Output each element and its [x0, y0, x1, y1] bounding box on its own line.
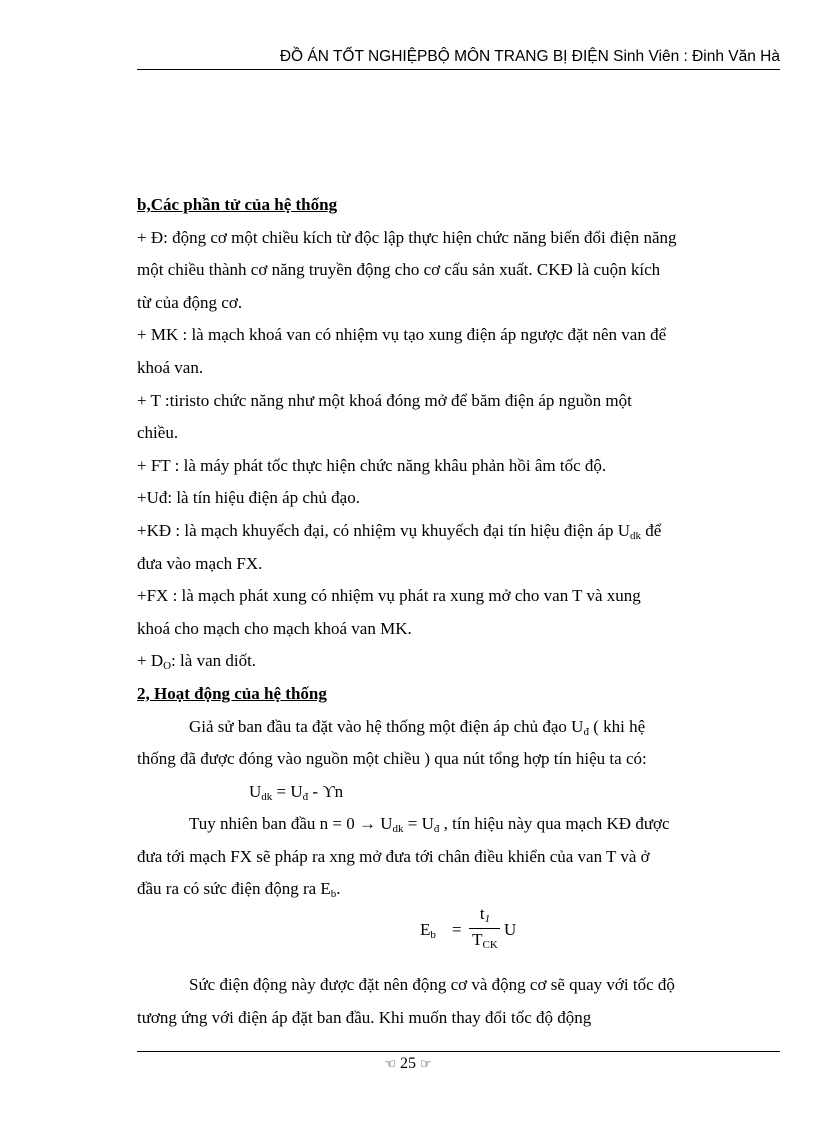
footer-rule	[137, 1051, 780, 1052]
text-line: + Đ: động cơ một chiều kích từ độc lập thực hiện chức năng biến đổi điện năng	[137, 227, 677, 247]
page-header: ĐỒ ÁN TỐT NGHIỆPBỘ MÔN TRANG BỊ ĐIỆN Sinh Viên : Đinh Văn Hà	[279, 48, 780, 65]
text-line: + MK : là mạch khoá van có nhiệm vụ tạo xung điện áp ngược đặt nên van để	[137, 325, 667, 345]
text-line: từ của động cơ.	[137, 292, 243, 312]
formula-eb	[420, 904, 550, 956]
hand-right-icon: ☞	[420, 1057, 432, 1072]
p2-line: Tuy nhiên ban đầu $n = 0 \to U_{dk} = U_đ$ , tín hiệu này qua mạch KĐ được	[189, 814, 670, 836]
fraction-bar	[469, 928, 500, 929]
header-rule	[137, 69, 780, 70]
hand-left-icon: ☜	[384, 1057, 396, 1072]
text-line: +Uđ: là tín hiệu điện áp chủ đạo.	[137, 488, 360, 508]
section-b-heading: b,Các phần tử của hệ thống	[137, 195, 338, 214]
text-line: đưa tới mạch FX sẽ pháp ra xng mở đưa tới chân điều khiển của van T và ở	[137, 846, 650, 866]
text-line: thống đã được đóng vào nguồn một chiều ) qua nút tổng hợp tín hiệu ta có:	[137, 749, 647, 769]
p1-line: Giả sử ban đầu ta đặt vào hệ thống một điện áp chủ đạo $U_đ$ ( khi hệ	[189, 716, 646, 738]
formula-lhs: $E_b$	[420, 920, 436, 941]
text-line: tương ứng với điện áp đặt ban đầu. Khi muốn thay đổi tốc độ động	[137, 1007, 592, 1027]
closing-paragraph	[137, 972, 752, 1037]
formula-rhs: U	[504, 920, 517, 939]
do-line: + $D_O$: là van diốt.	[137, 651, 257, 673]
kd-line: +KĐ : là mạch khuyếch đại, có nhiệm vụ khuyếch đại tín hiệu điện áp $U_{dk}$ để	[137, 520, 662, 542]
text-line: khoá cho mạch cho mạch khoá van MK.	[137, 618, 412, 638]
text-line: + T :tiristo chức năng như một khoá đóng mở để băm điện áp nguồn một	[137, 390, 632, 410]
formula-udk: $U_{dk} = U_đ - ϒn$	[249, 781, 344, 803]
text-line: Sức điện động này được đặt nên động cơ và động cơ sẽ quay với tốc độ	[189, 975, 675, 994]
page-footer	[0, 1055, 816, 1073]
p2-line3: đầu ra có sức điện động ra $E_b$.	[137, 879, 341, 901]
formula-denominator: $T_{CK}$	[472, 930, 498, 951]
main-content	[137, 192, 752, 909]
section-2-heading: 2, Hoạt động của hệ thống	[137, 683, 327, 703]
text-line: một chiều thành cơ năng truyền động cho cơ cấu sản xuất. CKĐ là cuộn kích	[137, 260, 661, 280]
text-line: + FT : là máy phát tốc thực hiện chức năng khâu phản hồi âm tốc độ.	[137, 455, 607, 475]
formula-numerator: $t_1$	[479, 904, 491, 925]
page-number: 25	[400, 1055, 416, 1072]
text-line: khoá van.	[137, 357, 204, 377]
formula-equals: =	[452, 920, 462, 939]
text-line: +FX : là mạch phát xung có nhiệm vụ phát ra xung mở cho van T và xung	[137, 586, 641, 606]
text-line: đưa vào mạch FX.	[137, 553, 263, 573]
text-line: chiều.	[137, 423, 179, 443]
